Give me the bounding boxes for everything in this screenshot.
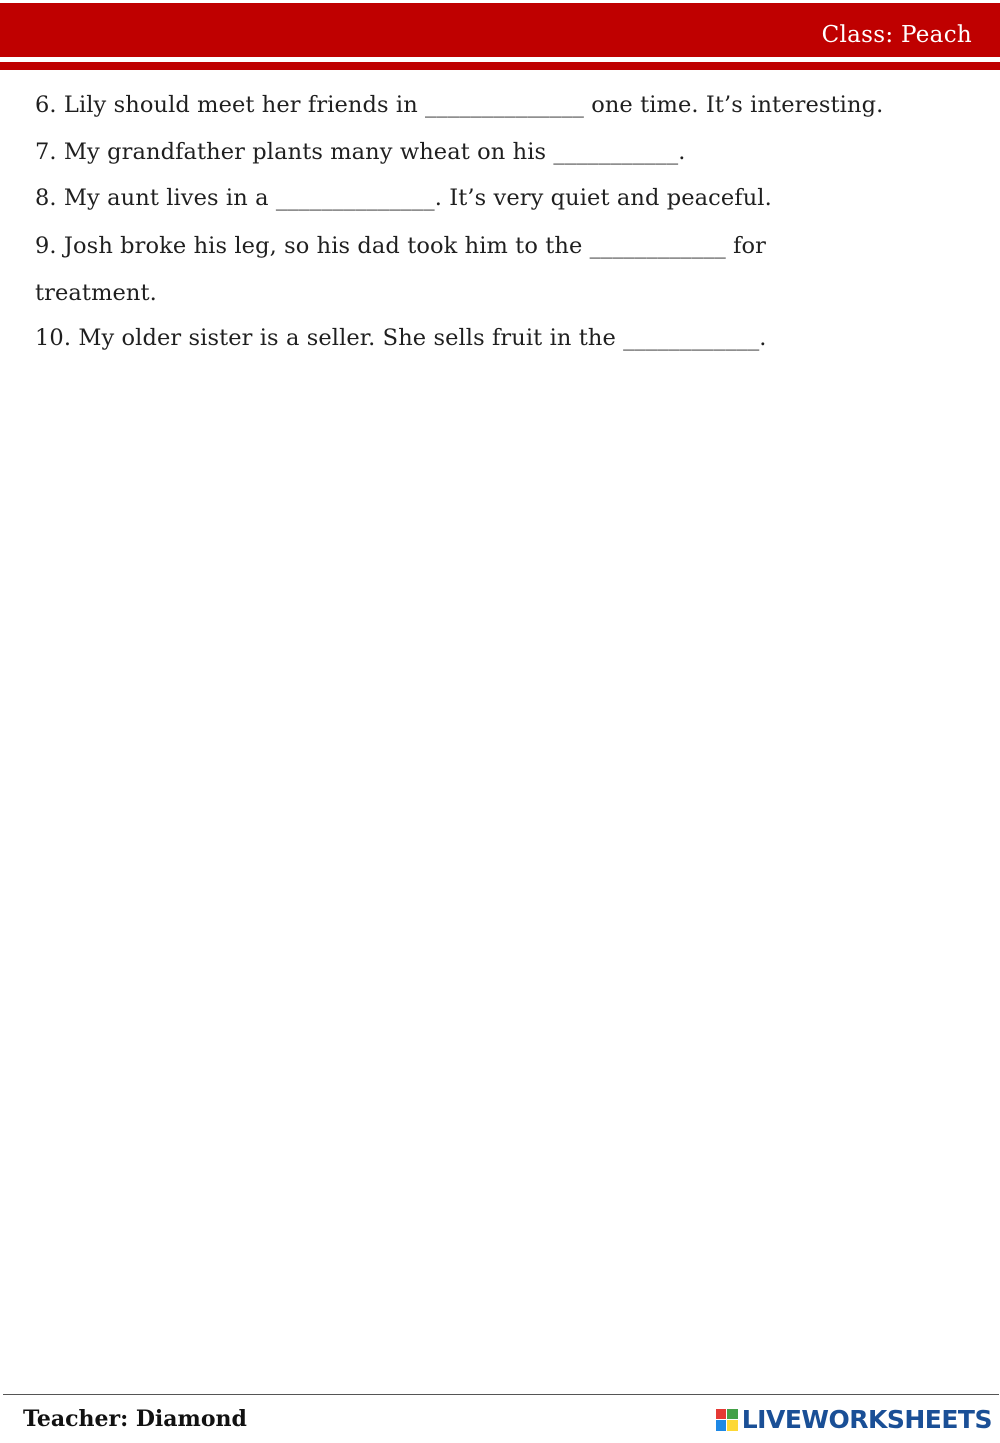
question-10: 10. My older sister is a seller. She sells fruit in the ____________. [35,325,767,351]
header-bar [0,3,1000,57]
logo-text: LIVEWORKSHEETS [741,1405,992,1434]
class-label: Class: Peach [821,22,972,48]
question-7: 7. My grandfather plants many wheat on his ___________. [35,139,686,165]
question-9: 9. Josh broke his leg, so his dad took him to the ____________ for [35,233,767,259]
question-8: 8. My aunt lives in a ______________. It’s very quiet and peaceful. [35,185,772,211]
liveworksheets-logo-icon [716,1409,738,1431]
header-underline [0,62,1000,70]
liveworksheets-logo [716,1405,992,1434]
footer-divider [3,1394,999,1395]
question-9-continuation: treatment. [35,280,157,306]
teacher-name: Teacher: Diamond [23,1406,247,1432]
question-6: 6. Lily should meet her friends in ______________ one time. It’s interesting. [35,92,884,118]
